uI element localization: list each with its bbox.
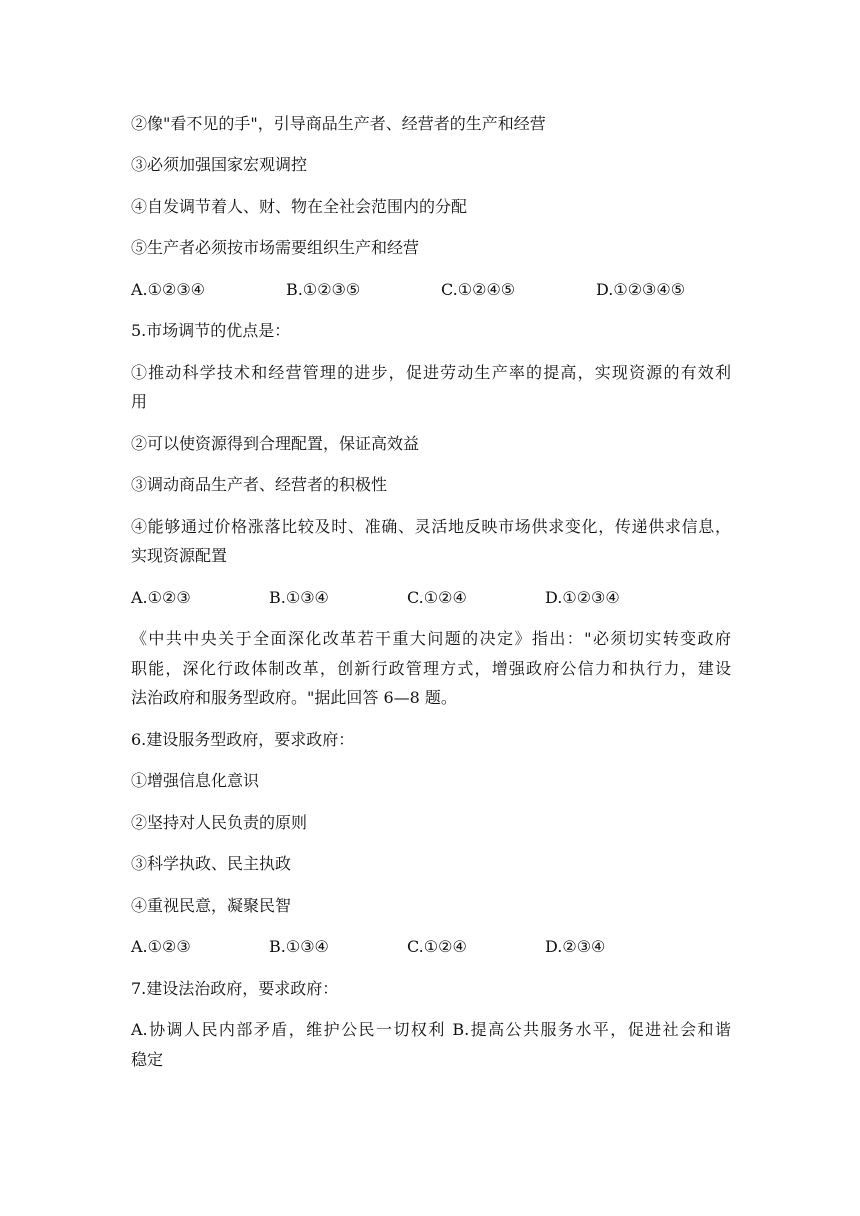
q5-item-3: ③调动商品生产者、经营者的积极性 <box>131 475 388 494</box>
q6-item-3: ③科学执政、民主执政 <box>131 854 292 873</box>
q5-item-1-cont: 用 <box>131 392 148 411</box>
q6-stem: 6.建设服务型政府，要求政府： <box>131 730 355 749</box>
q7-stem: 7.建设法治政府，要求政府： <box>131 979 339 998</box>
q7-options-line-cont: 稳定 <box>131 1050 164 1069</box>
q4-option-c: C.①②④⑤ <box>441 280 516 299</box>
q4-option-a: A.①②③④ <box>131 280 206 299</box>
q5-item-2: ②可以使资源得到合理配置，保证高效益 <box>131 434 420 453</box>
q6-option-d: D.②③④ <box>545 937 606 956</box>
q5-item-1: ①推动科学技术和经营管理的进步，促进劳动生产率的提高，实现资源的有效利 <box>131 363 731 382</box>
passage-line-3: 法治政府和服务型政府。"据此回答 6—8 题。 <box>131 688 457 707</box>
q4-item-3: ③必须加强国家宏观调控 <box>131 155 308 174</box>
q5-option-d: D.①②③④ <box>545 588 620 607</box>
q6-item-4: ④重视民意，凝聚民智 <box>131 896 292 915</box>
q6-item-1: ①增强信息化意识 <box>131 771 260 790</box>
passage-line-1: 《中共中央关于全面深化改革若干重大问题的决定》指出："必须切实转变政府 <box>131 629 731 648</box>
q6-option-c: C.①②④ <box>407 937 467 956</box>
q6-option-a: A.①②③ <box>131 937 191 956</box>
q4-item-5: ⑤生产者必须按市场需要组织生产和经营 <box>131 238 420 257</box>
q6-option-b: B.①③④ <box>269 937 329 956</box>
q4-option-d: D.①②③④⑤ <box>596 280 686 299</box>
q5-stem: 5.市场调节的优点是： <box>131 321 291 340</box>
q4-option-b: B.①②③⑤ <box>286 280 361 299</box>
passage-line-2: 职能，深化行政体制改革，创新行政管理方式，增强政府公信力和执行力，建设 <box>131 659 731 678</box>
q4-item-4: ④自发调节着人、财、物在全社会范围内的分配 <box>131 197 468 216</box>
q5-option-a: A.①②③ <box>131 588 191 607</box>
q6-item-2: ②坚持对人民负责的原则 <box>131 813 308 832</box>
q5-item-4: ④能够通过价格涨落比较及时、准确、灵活地反映市场供求变化，传递供求信息， <box>131 517 731 536</box>
q4-item-2: ②像"看不见的手"，引导商品生产者、经营者的生产和经营 <box>131 114 546 133</box>
q5-item-4-cont: 实现资源配置 <box>131 546 228 565</box>
q5-option-b: B.①③④ <box>269 588 329 607</box>
q7-options-line: A.协调人民内部矛盾，维护公民一切权利 B.提高公共服务水平，促进社会和谐 <box>131 1020 731 1039</box>
q5-option-c: C.①②④ <box>407 588 467 607</box>
